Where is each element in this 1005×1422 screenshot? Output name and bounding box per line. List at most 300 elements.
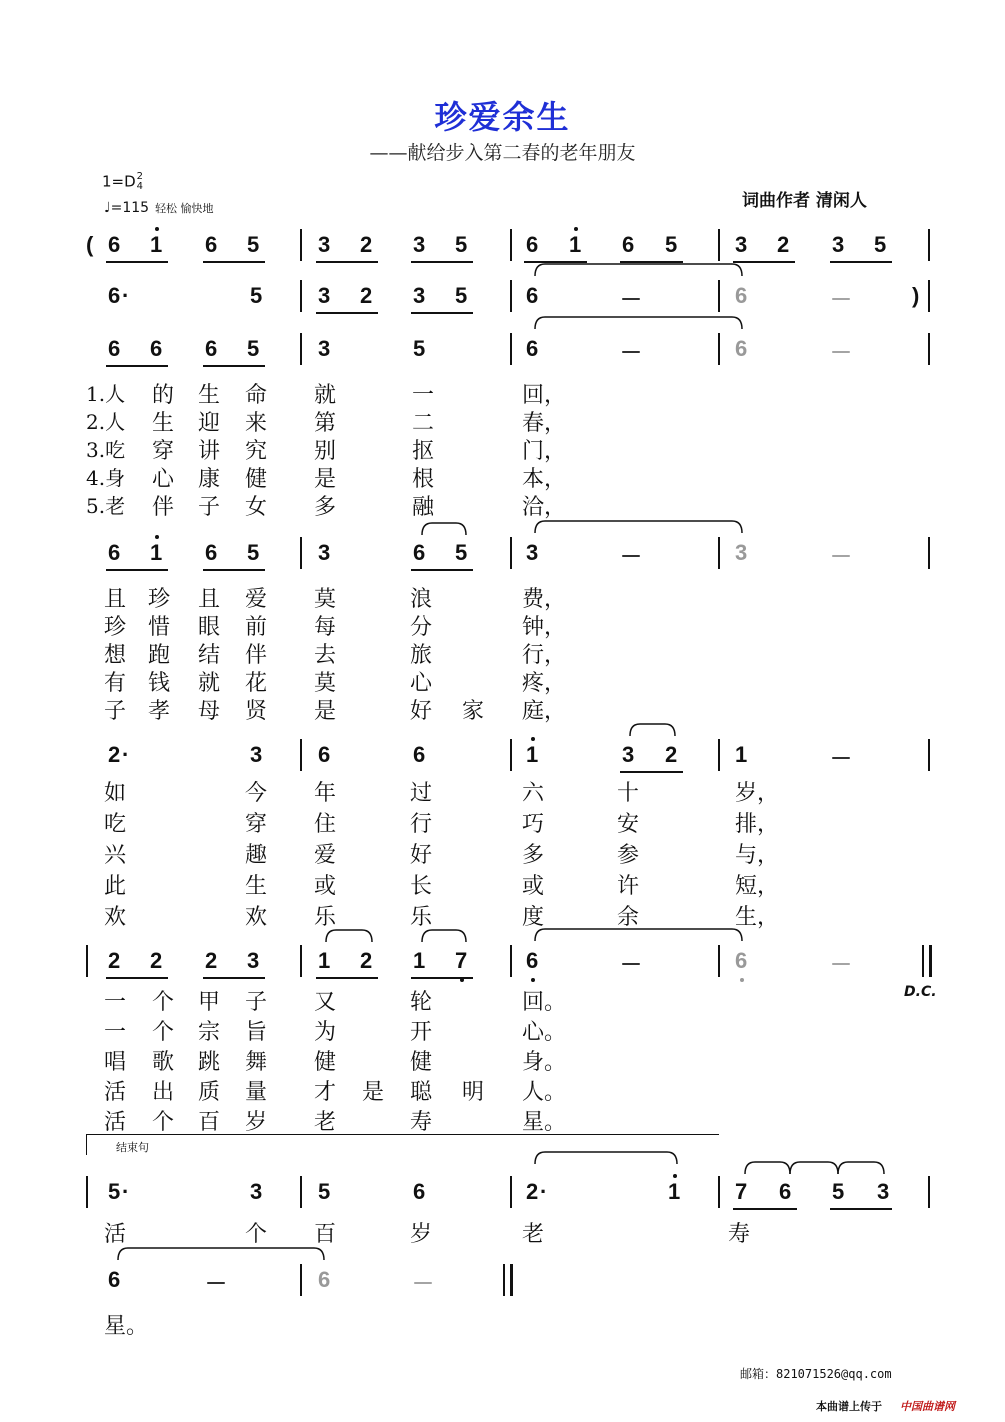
lyric-syllable: 4.身 [86, 466, 126, 490]
beam-underline [203, 261, 265, 263]
note: 2 [665, 742, 678, 767]
barline [300, 1264, 302, 1296]
lyric-syllable: 排， [735, 812, 780, 837]
dash: － [620, 287, 643, 312]
augmentation-dot: · [122, 1179, 130, 1204]
lyric-syllable: 甲 [198, 990, 221, 1015]
lyric-syllable: 度 [522, 905, 545, 930]
note: 3 [250, 742, 263, 767]
lyric-syllable: 寿 [728, 1222, 751, 1247]
lyric-syllable: 宗 [198, 1020, 221, 1045]
lyric-syllable: 去 [314, 643, 337, 668]
note: 1 [318, 948, 331, 973]
barline [86, 1176, 88, 1208]
lyric-syllable: 明 [462, 1080, 485, 1105]
barline [300, 229, 302, 261]
lyric-syllable: 前 [245, 615, 268, 640]
note: 6 [413, 540, 426, 565]
lyric-syllable: 抠 [412, 439, 435, 464]
lyric-syllable: 十 [617, 781, 640, 806]
note: 6 [108, 540, 121, 565]
beam-underline [106, 977, 168, 979]
lyric-syllable: 回， [522, 383, 567, 408]
slur [535, 521, 742, 533]
lyric-syllable: 此 [104, 874, 127, 899]
lyric-syllable: 轮 [410, 990, 433, 1015]
lyric-syllable: 生 [245, 874, 268, 899]
lyric-syllable: 春， [522, 411, 567, 436]
barline [928, 537, 930, 569]
lyric-syllable: 康 [198, 467, 221, 492]
note: 6 [413, 1179, 426, 1204]
beam-underline [830, 261, 892, 263]
note: 3 [318, 283, 331, 308]
lyric-syllable: 出 [152, 1080, 175, 1105]
note: 6 [526, 232, 539, 257]
ending-label: 结束句 [116, 1141, 149, 1154]
note: 7 [735, 1179, 748, 1204]
lyric-syllable: 洽， [522, 495, 567, 520]
note: 5 [455, 540, 468, 565]
note: 6 [413, 742, 426, 767]
note: 3 [622, 742, 635, 767]
note: 5 [247, 540, 260, 565]
note: 1 [150, 232, 163, 257]
lyric-syllable: 讲 [198, 439, 221, 464]
lyric-syllable: 来 [245, 411, 268, 436]
dash: － [830, 544, 853, 569]
barline [718, 537, 720, 569]
lyric-syllable: 家 [462, 699, 485, 724]
note: 6 [205, 336, 218, 361]
dash: － [412, 1271, 435, 1296]
barline [928, 1176, 930, 1208]
barline [300, 280, 302, 312]
note: 6 [735, 948, 748, 973]
lyric-syllable: 想 [104, 643, 127, 668]
barline [503, 1264, 505, 1296]
note: 5 [665, 232, 678, 257]
note: 6 [108, 232, 121, 257]
barline [300, 739, 302, 771]
lyric-syllable: 就 [314, 383, 337, 408]
lyric-syllable: 孝 [148, 699, 171, 724]
barline [300, 1176, 302, 1208]
dash: － [620, 340, 643, 365]
barline [510, 945, 512, 977]
note: 1 [150, 540, 163, 565]
note: 3 [526, 540, 539, 565]
note: 6 [108, 283, 121, 308]
lyric-syllable: 二 [412, 411, 435, 436]
slur [118, 1248, 324, 1260]
beam-underline [830, 1208, 892, 1210]
lyric-syllable: 百 [314, 1222, 337, 1247]
lyric-syllable: 有 [104, 671, 127, 696]
lyric-syllable: 行， [522, 643, 567, 668]
note: 5 [318, 1179, 331, 1204]
footer-text: 本曲谱上传于 [816, 1400, 882, 1413]
note: 2 [526, 1179, 539, 1204]
barline [300, 945, 302, 977]
close-paren: ) [912, 283, 920, 308]
note: 3 [413, 232, 426, 257]
beam-underline [203, 569, 265, 571]
lyric-syllable: 或 [522, 874, 545, 899]
time-sig-bottom: 4 [136, 181, 144, 192]
lyric-syllable: 子 [245, 990, 268, 1015]
lyric-syllable: 分 [410, 615, 433, 640]
lyric-syllable: 舞 [245, 1050, 268, 1075]
note: 3 [877, 1179, 890, 1204]
lyric-syllable: 费， [522, 587, 567, 612]
note: 5 [247, 336, 260, 361]
lyric-syllable: 门， [522, 439, 567, 464]
lyric-syllable: 开 [410, 1020, 433, 1045]
lyric-syllable: 乐 [410, 905, 433, 930]
barline [510, 333, 512, 365]
beam-underline [733, 261, 795, 263]
lyric-syllable: 且 [104, 587, 127, 612]
lyric-syllable: 寿 [410, 1110, 433, 1135]
note: 6 [108, 1267, 121, 1292]
lyric-syllable: 心。 [522, 1020, 567, 1045]
lyric-syllable: 个 [245, 1222, 268, 1247]
note: 3 [832, 232, 845, 257]
lyric-syllable: 爱 [245, 587, 268, 612]
barline [929, 945, 932, 977]
lyric-syllable: 是 [314, 699, 337, 724]
lyric-syllable: 个 [152, 990, 175, 1015]
barline [510, 739, 512, 771]
beam-underline [733, 1208, 797, 1210]
open-paren: ( [86, 232, 94, 257]
lyric-syllable: 住 [314, 812, 337, 837]
barline [928, 333, 930, 365]
lyric-syllable: 多 [314, 495, 337, 520]
slur [422, 930, 466, 942]
dash: － [830, 340, 853, 365]
lyric-syllable: 多 [522, 843, 545, 868]
barline [510, 537, 512, 569]
lyric-syllable: 就 [198, 671, 221, 696]
lyric-syllable: 莫 [314, 671, 337, 696]
lyric-syllable: 又 [314, 990, 337, 1015]
barline [718, 1176, 720, 1208]
lyric-syllable: 余 [617, 905, 640, 930]
lyric-syllable: 回。 [522, 990, 567, 1015]
lyric-syllable: 行 [410, 812, 433, 837]
slur [535, 317, 742, 329]
beam-underline [411, 261, 473, 263]
dash: － [620, 952, 643, 977]
lyric-syllable: 珍 [104, 615, 127, 640]
low-octave-dot [740, 978, 744, 982]
lyric-syllable: 惜 [148, 615, 171, 640]
note: 6 [526, 948, 539, 973]
note: 6 [735, 283, 748, 308]
tempo-text: 轻松 愉快地 [155, 202, 214, 215]
lyric-syllable: 活 [104, 1110, 127, 1135]
lyric-syllable: 生 [152, 411, 175, 436]
note: 2 [360, 948, 373, 973]
lyric-syllable: 伴 [245, 643, 268, 668]
lyric-syllable: 疼， [522, 671, 567, 696]
high-octave-dot [531, 737, 535, 741]
note: 5 [413, 336, 426, 361]
barline [510, 1264, 513, 1296]
lyric-syllable: 好 [410, 699, 433, 724]
lyric-syllable: 心 [410, 671, 433, 696]
note: 5 [455, 283, 468, 308]
email: 邮箱：821071526@qq.com [740, 1367, 892, 1381]
note: 6 [526, 283, 539, 308]
note: 3 [318, 336, 331, 361]
lyric-syllable: 究 [245, 439, 268, 464]
lyric-syllable: 且 [198, 587, 221, 612]
lyric-syllable: 旨 [245, 1020, 268, 1045]
lyric-syllable: 眼 [198, 615, 221, 640]
barline [510, 280, 512, 312]
lyric-syllable: 年 [314, 781, 337, 806]
lyric-syllable: 心 [152, 467, 175, 492]
lyric-syllable: 今 [245, 781, 268, 806]
note: 7 [455, 948, 468, 973]
note: 1 [735, 742, 748, 767]
barline [718, 739, 720, 771]
barline [928, 280, 930, 312]
beam-underline [620, 771, 683, 773]
note: 5 [455, 232, 468, 257]
lyric-syllable: 健 [410, 1050, 433, 1075]
lyric-syllable: 一 [104, 1020, 127, 1045]
lyric-syllable: 巧 [522, 812, 545, 837]
slur [422, 523, 466, 535]
lyric-syllable: 女 [245, 495, 268, 520]
barline [718, 280, 720, 312]
barline [718, 229, 720, 261]
lyric-syllable: 本， [522, 467, 567, 492]
beam-underline [203, 977, 265, 979]
dc-marking: D.C. [904, 984, 937, 1000]
beam-underline [411, 977, 473, 979]
augmentation-dot: · [122, 742, 130, 767]
lyric-syllable: 生， [735, 905, 780, 930]
lyric-syllable: 一 [412, 383, 435, 408]
low-octave-dot [531, 978, 535, 982]
barline [86, 945, 88, 977]
lyric-syllable: 珍 [148, 587, 171, 612]
lyric-syllable: 岁 [410, 1222, 433, 1247]
lyric-syllable: 爱 [314, 843, 337, 868]
lyric-syllable: 活 [104, 1080, 127, 1105]
lyric-syllable: 为 [314, 1020, 337, 1045]
dash: － [830, 952, 853, 977]
lyric-syllable: 2.人 [86, 410, 126, 434]
note: 3 [413, 283, 426, 308]
barline [300, 537, 302, 569]
lyric-syllable: 六 [522, 781, 545, 806]
lyric-syllable: 钱 [148, 671, 171, 696]
lyric-syllable: 参 [617, 843, 640, 868]
lyric-syllable: 兴 [104, 843, 127, 868]
note: 3 [250, 1179, 263, 1204]
note: 6 [318, 1267, 331, 1292]
lyric-syllable: 乐 [314, 905, 337, 930]
note: 2 [360, 283, 373, 308]
lyric-syllable: 好 [410, 843, 433, 868]
quarter-note-icon: ♩ [104, 200, 111, 216]
lyric-syllable: 趣 [245, 843, 268, 868]
lyric-syllable: 钟， [522, 615, 567, 640]
lyric-syllable: 每 [314, 615, 337, 640]
lyric-syllable: 3.吃 [86, 438, 126, 462]
lyric-syllable: 根 [412, 467, 435, 492]
slur [838, 1162, 884, 1174]
note: 5 [832, 1179, 845, 1204]
lyric-syllable: 是 [362, 1080, 385, 1105]
lyric-syllable: 第 [314, 411, 337, 436]
lyric-syllable: 百 [198, 1110, 221, 1135]
author-credit: 词曲作者 清闲人 [742, 191, 867, 211]
lyric-syllable: 安 [617, 812, 640, 837]
lyric-syllable: 人。 [522, 1080, 567, 1105]
augmentation-dot: · [540, 1179, 548, 1204]
note: 6 [205, 232, 218, 257]
lyric-syllable: 生 [198, 383, 221, 408]
note: 2 [777, 232, 790, 257]
note: 3 [247, 948, 260, 973]
lyric-syllable: 个 [152, 1020, 175, 1045]
note: 2 [108, 948, 121, 973]
lyric-syllable: 聪 [410, 1080, 433, 1105]
note: 2 [205, 948, 218, 973]
lyric-syllable: 莫 [314, 587, 337, 612]
note: 6 [318, 742, 331, 767]
song-title: 珍爱余生 [434, 98, 571, 136]
lyric-syllable: 融 [412, 495, 435, 520]
lyric-syllable: 跑 [148, 643, 171, 668]
beam-underline [106, 261, 168, 263]
high-octave-dot [155, 227, 159, 231]
lyric-syllable: 个 [152, 1110, 175, 1135]
lyric-syllable: 欢 [245, 905, 268, 930]
lyric-syllable: 老 [522, 1222, 545, 1247]
note: 5 [874, 232, 887, 257]
lyric-syllable: 才 [314, 1080, 337, 1105]
lyric-syllable: 歌 [152, 1050, 175, 1075]
lyric-syllable: 5.老 [86, 494, 126, 518]
note: 1 [668, 1179, 681, 1204]
note: 6 [622, 232, 635, 257]
ending-bracket [86, 1134, 719, 1155]
lyric-syllable: 质 [198, 1080, 221, 1105]
note: 6 [735, 336, 748, 361]
lyric-syllable: 一 [104, 990, 127, 1015]
beam-underline [106, 569, 168, 571]
lyric-syllable: 的 [152, 383, 175, 408]
lyric-syllable: 浪 [410, 587, 433, 612]
barline [718, 945, 720, 977]
note: 6 [526, 336, 539, 361]
lyric-syllable: 岁， [735, 781, 780, 806]
lyric-syllable: 老 [314, 1110, 337, 1135]
note: 5 [247, 232, 260, 257]
lyric-syllable: 别 [314, 439, 337, 464]
slur [630, 724, 675, 736]
lyric-syllable: 健 [314, 1050, 337, 1075]
note: 1 [413, 948, 426, 973]
lyric-syllable: 穿 [152, 439, 175, 464]
lyric-syllable: 穿 [245, 812, 268, 837]
time-sig-top: 2 [136, 171, 144, 182]
song-subtitle: ——献给步入第二春的老年朋友 [369, 142, 636, 164]
lyric-syllable: 结 [198, 643, 221, 668]
beam-underline [316, 977, 378, 979]
barline [922, 945, 924, 977]
lyric-syllable: 花 [245, 671, 268, 696]
lyric-syllable: 旅 [410, 643, 433, 668]
beam-underline [316, 312, 378, 314]
slur [745, 1162, 790, 1174]
high-octave-dot [574, 227, 578, 231]
dash: － [830, 746, 853, 771]
note: 5 [108, 1179, 121, 1204]
note: 5 [250, 283, 263, 308]
lyric-syllable: 或 [314, 874, 337, 899]
note: 6 [108, 336, 121, 361]
time-signature [137, 172, 143, 192]
lyric-syllable: 唱 [104, 1050, 127, 1075]
note: 2 [108, 742, 121, 767]
lyric-syllable: 迎 [198, 411, 221, 436]
lyric-syllable: 星。 [104, 1314, 149, 1339]
lyric-syllable: 子 [198, 495, 221, 520]
barline [510, 1176, 512, 1208]
lyric-syllable: 是 [314, 467, 337, 492]
note: 2 [360, 232, 373, 257]
note: 6 [150, 336, 163, 361]
beam-underline [411, 569, 473, 571]
lyric-syllable: 如 [104, 781, 127, 806]
slur [326, 930, 372, 942]
beam-underline [411, 312, 473, 314]
augmentation-dot: · [122, 283, 130, 308]
note: 6 [779, 1179, 792, 1204]
dash: － [830, 287, 853, 312]
note: 1 [569, 232, 582, 257]
lyric-syllable: 许 [617, 874, 640, 899]
lyric-syllable: 与， [735, 843, 780, 868]
lyric-syllable: 跳 [198, 1050, 221, 1075]
lyric-syllable: 贤 [245, 699, 268, 724]
lyric-syllable: 1.人 [86, 382, 126, 406]
beam-underline [316, 261, 378, 263]
barline [718, 333, 720, 365]
barline [928, 739, 930, 771]
barline [300, 333, 302, 365]
lyric-syllable: 岁 [245, 1110, 268, 1135]
high-octave-dot [155, 535, 159, 539]
lyric-syllable: 短， [735, 874, 780, 899]
beam-underline [106, 365, 168, 367]
note: 3 [735, 540, 748, 565]
lyric-syllable: 活 [104, 1222, 127, 1247]
barline [510, 229, 512, 261]
lyric-syllable: 量 [245, 1080, 268, 1105]
dash: － [620, 544, 643, 569]
beam-underline [524, 261, 587, 263]
